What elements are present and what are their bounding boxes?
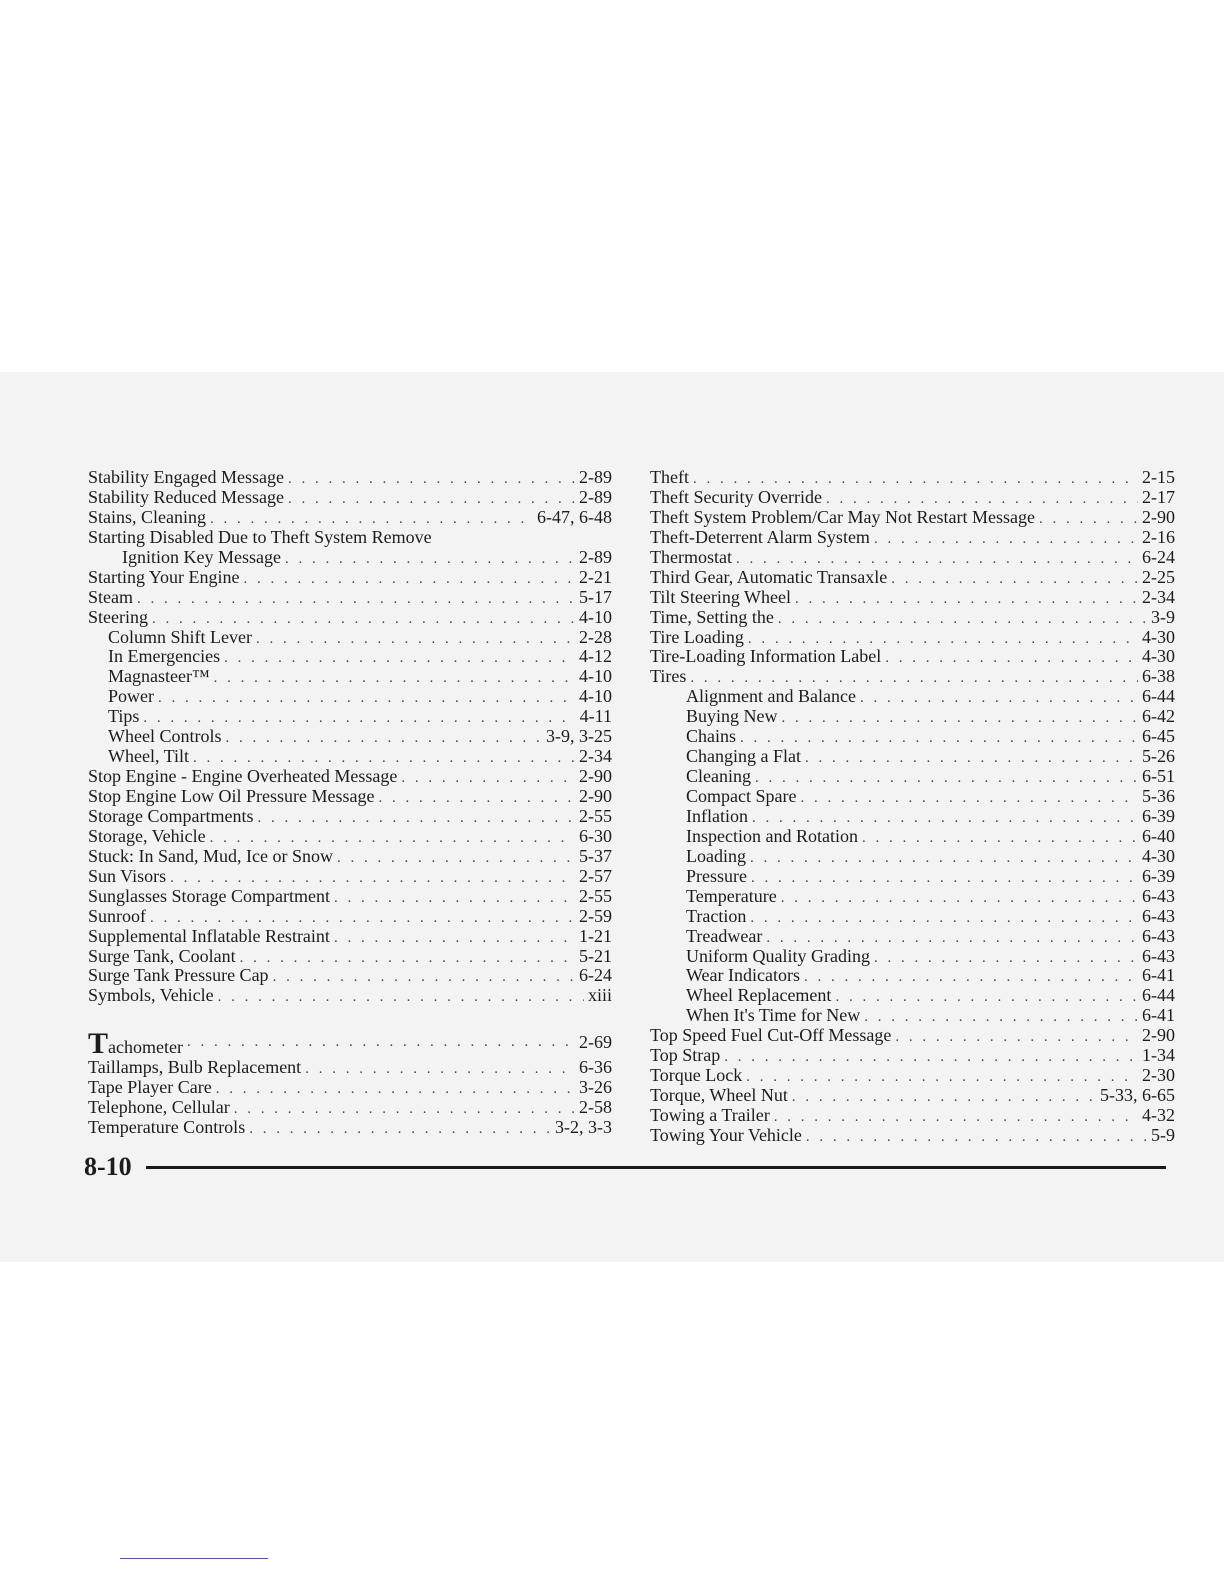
entry-page-ref: 4-30 bbox=[1142, 626, 1175, 647]
entry-page-ref: 2-57 bbox=[579, 865, 612, 886]
entry-page-ref: 6-41 bbox=[1142, 1005, 1175, 1026]
entry-page-ref: 4-10 bbox=[579, 686, 612, 707]
index-entry bbox=[88, 1078, 612, 1098]
entry-label: Storage Compartments bbox=[88, 805, 254, 826]
index-entry bbox=[650, 568, 1175, 588]
dot-leader bbox=[874, 949, 1138, 969]
entry-label: Temperature Controls bbox=[88, 1117, 246, 1138]
index-entry bbox=[88, 787, 612, 807]
index-entry bbox=[88, 687, 612, 707]
entry-page-ref: 2-34 bbox=[579, 746, 612, 767]
index-entry bbox=[650, 1066, 1175, 1086]
dot-leader bbox=[781, 889, 1138, 909]
entry-page-ref: 5-17 bbox=[579, 586, 612, 607]
entry-label: Sun Visors bbox=[88, 865, 167, 886]
entry-label: Top Speed Fuel Cut-Off Message bbox=[650, 1025, 892, 1046]
entry-label: Sunglasses Storage Compartment bbox=[88, 885, 330, 906]
entry-page-ref: 6-40 bbox=[1142, 825, 1175, 846]
dot-leader bbox=[874, 530, 1138, 550]
entry-label: Tire-Loading Information Label bbox=[650, 646, 882, 667]
entry-label: Changing a Flat bbox=[686, 746, 801, 767]
entry-page-ref: 6-51 bbox=[1142, 766, 1175, 787]
entry-page-ref: 2-90 bbox=[1142, 1025, 1175, 1046]
dot-leader bbox=[895, 1028, 1138, 1048]
dot-leader bbox=[288, 470, 575, 490]
dot-leader bbox=[800, 789, 1138, 809]
entry-page-ref: 1-21 bbox=[579, 925, 612, 946]
entry-page-ref: 1-34 bbox=[1142, 1045, 1175, 1066]
dot-leader bbox=[378, 789, 575, 809]
entry-page-ref: 3-9, 3-25 bbox=[546, 726, 612, 747]
entry-page-ref: 2-90 bbox=[1142, 506, 1175, 527]
index-entry bbox=[650, 847, 1175, 867]
entry-page-ref: 6-43 bbox=[1142, 905, 1175, 926]
entry-label: Starting Disabled Due to Theft System Remove bbox=[88, 526, 432, 547]
dot-leader bbox=[724, 1048, 1138, 1068]
entry-label: Surge Tank, Coolant bbox=[88, 945, 236, 966]
entry-label: Theft bbox=[650, 467, 689, 487]
index-entry bbox=[88, 867, 612, 887]
entry-page-ref: 2-25 bbox=[1142, 566, 1175, 587]
index-entry bbox=[650, 667, 1175, 687]
entry-label: When It's Time for New bbox=[686, 1005, 861, 1026]
entry-page-ref: 6-38 bbox=[1142, 666, 1175, 687]
index-entry bbox=[650, 488, 1175, 508]
index-entry bbox=[650, 588, 1175, 608]
entry-label: In Emergencies bbox=[108, 646, 221, 667]
index-entry bbox=[650, 767, 1175, 787]
entry-label: Uniform Quality Grading bbox=[686, 945, 870, 966]
entry-label-rest: achometer bbox=[108, 1037, 183, 1058]
dot-leader bbox=[891, 570, 1138, 590]
entry-label: Taillamps, Bulb Replacement bbox=[88, 1057, 302, 1078]
dot-leader bbox=[187, 1026, 575, 1058]
entry-label: Loading bbox=[686, 845, 746, 866]
dot-leader bbox=[806, 1128, 1147, 1148]
dot-leader bbox=[835, 988, 1138, 1008]
entry-label: Thermostat bbox=[650, 546, 732, 567]
entry-page-ref: 6-39 bbox=[1142, 805, 1175, 826]
entry-page-ref: 2-90 bbox=[579, 786, 612, 806]
index-entry bbox=[88, 827, 612, 847]
entry-page-ref: 4-10 bbox=[579, 666, 612, 687]
entry-page-ref: 3-26 bbox=[579, 1077, 612, 1098]
entry-page-ref: xiii bbox=[587, 985, 612, 1006]
entry-page-ref: 2-89 bbox=[579, 486, 612, 507]
index-entry bbox=[88, 1118, 612, 1138]
entry-label: Compact Spare bbox=[686, 786, 797, 806]
entry-page-ref: 2-15 bbox=[1142, 467, 1175, 487]
entry-label: Tilt Steering Wheel bbox=[650, 586, 791, 607]
index-entry bbox=[650, 787, 1175, 807]
index-entry bbox=[88, 847, 612, 867]
index-entry bbox=[88, 488, 612, 508]
entry-page-ref: 2-55 bbox=[579, 805, 612, 826]
index-entry bbox=[88, 807, 612, 827]
index-entry bbox=[650, 1026, 1175, 1046]
page-number: 8-10 bbox=[84, 1152, 132, 1181]
entry-label: Theft-Deterrent Alarm System bbox=[650, 526, 870, 547]
entry-page-ref: 2-90 bbox=[579, 766, 612, 787]
dot-leader bbox=[214, 669, 575, 689]
dot-leader bbox=[774, 1108, 1138, 1128]
index-entry bbox=[88, 747, 612, 767]
dot-leader bbox=[305, 1060, 575, 1080]
index-entry bbox=[650, 1126, 1175, 1146]
entry-page-ref: 3-2, 3-3 bbox=[555, 1117, 612, 1138]
entry-label: Torque, Wheel Nut bbox=[650, 1085, 788, 1106]
entry-page-ref: 6-43 bbox=[1142, 925, 1175, 946]
entry-label: Storage, Vehicle bbox=[88, 825, 206, 846]
entry-label: Pressure bbox=[686, 865, 747, 886]
entry-label: Stuck: In Sand, Mud, Ice or Snow bbox=[88, 845, 333, 866]
dot-leader bbox=[795, 590, 1138, 610]
entry-page-ref: 2-69 bbox=[579, 1032, 612, 1053]
dot-leader bbox=[334, 889, 575, 909]
entry-label: Stability Reduced Message bbox=[88, 486, 284, 507]
entry-label: Tape Player Care bbox=[88, 1077, 212, 1098]
entry-label: Stability Engaged Message bbox=[88, 467, 284, 487]
index-entry bbox=[88, 468, 612, 488]
dot-leader bbox=[244, 570, 575, 590]
index-entry bbox=[88, 947, 612, 967]
index-entry bbox=[88, 568, 612, 588]
dot-leader bbox=[750, 909, 1138, 929]
entry-page-ref: 2-89 bbox=[579, 546, 612, 567]
dot-leader bbox=[751, 869, 1138, 889]
entry-page-ref: 4-30 bbox=[1142, 845, 1175, 866]
index-entry bbox=[88, 508, 612, 528]
index-entry bbox=[650, 807, 1175, 827]
entry-label: Symbols, Vehicle bbox=[88, 985, 214, 1006]
entry-label: Temperature bbox=[686, 885, 777, 906]
index-entry bbox=[650, 608, 1175, 628]
entry-page-ref: 4-12 bbox=[579, 646, 612, 667]
index-entry bbox=[88, 588, 612, 608]
index-entry bbox=[650, 707, 1175, 727]
entry-label: Theft Security Override bbox=[650, 486, 822, 507]
entry-page-ref: 3-9 bbox=[1151, 606, 1175, 627]
entry-label: Towing a Trailer bbox=[650, 1105, 770, 1125]
entry-page-ref: 5-26 bbox=[1142, 746, 1175, 767]
entry-label: Tips bbox=[108, 706, 140, 727]
index-entry bbox=[88, 927, 612, 947]
entry-page-ref: 2-16 bbox=[1142, 526, 1175, 547]
footer-rule bbox=[146, 1166, 1166, 1169]
entry-label: Alignment and Balance bbox=[686, 686, 856, 707]
entry-page-ref: 6-47, 6-48 bbox=[537, 506, 612, 527]
entry-label: Steam bbox=[88, 586, 133, 607]
entry-label: Stop Engine - Engine Overheated Message bbox=[88, 766, 398, 787]
dot-leader bbox=[1039, 510, 1138, 530]
entry-label: Buying New bbox=[686, 706, 778, 727]
index-entry bbox=[650, 986, 1175, 1006]
entry-page-ref: 5-37 bbox=[579, 845, 612, 866]
entry-label: Traction bbox=[686, 905, 747, 926]
index-entry bbox=[650, 468, 1175, 488]
index-entry bbox=[88, 528, 612, 548]
index-entry bbox=[88, 707, 612, 727]
entry-page-ref: 6-41 bbox=[1142, 965, 1175, 986]
entry-label: Ignition Key Message bbox=[122, 546, 281, 567]
dot-leader bbox=[782, 709, 1139, 729]
entry-label: Steering bbox=[88, 606, 148, 627]
entry-label: Telephone, Cellular bbox=[88, 1097, 230, 1118]
index-entry bbox=[88, 667, 612, 687]
dot-leader bbox=[225, 729, 542, 749]
dot-leader bbox=[334, 929, 575, 949]
dot-leader bbox=[862, 829, 1138, 849]
entry-page-ref: 2-17 bbox=[1142, 486, 1175, 507]
entry-page-ref: 6-24 bbox=[579, 965, 612, 986]
entry-label: Power bbox=[108, 686, 154, 707]
index-entry bbox=[650, 548, 1175, 568]
index-entry bbox=[650, 747, 1175, 767]
index-entry bbox=[88, 1058, 612, 1078]
entry-page-ref: 5-36 bbox=[1142, 786, 1175, 806]
index-entry bbox=[88, 727, 612, 747]
entry-label: Third Gear, Automatic Transaxle bbox=[650, 566, 888, 587]
dot-leader bbox=[137, 590, 575, 610]
dot-leader bbox=[805, 749, 1138, 769]
entry-page-ref: 6-36 bbox=[579, 1057, 612, 1078]
index-entry bbox=[88, 887, 612, 907]
entry-page-ref: 6-45 bbox=[1142, 726, 1175, 747]
entry-page-ref: 6-43 bbox=[1142, 945, 1175, 966]
entry-label: Chains bbox=[686, 726, 737, 747]
entry-label: Inspection and Rotation bbox=[686, 825, 858, 846]
dot-leader bbox=[337, 849, 575, 869]
dot-leader bbox=[750, 849, 1138, 869]
index-entry bbox=[88, 1026, 612, 1061]
entry-page-ref: 6-44 bbox=[1142, 686, 1175, 707]
index-entry bbox=[88, 608, 612, 628]
dot-leader bbox=[249, 1120, 551, 1140]
entry-page-ref: 6-24 bbox=[1142, 546, 1175, 567]
entry-page-ref: 5-21 bbox=[579, 945, 612, 966]
dot-leader bbox=[860, 689, 1138, 709]
dot-leader bbox=[778, 610, 1147, 630]
dot-leader bbox=[285, 550, 575, 570]
entry-label: Treadwear bbox=[686, 925, 763, 946]
index-entry bbox=[88, 1098, 612, 1118]
entry-label: Starting Your Engine bbox=[88, 566, 240, 587]
entry-page-ref: 6-30 bbox=[579, 825, 612, 846]
entry-page-ref: 5-9 bbox=[1151, 1124, 1175, 1145]
entry-page-ref: 4-30 bbox=[1142, 646, 1175, 667]
entry-page-ref: 2-89 bbox=[579, 467, 612, 487]
dot-leader bbox=[216, 1080, 575, 1100]
entry-page-ref: 6-43 bbox=[1142, 885, 1175, 906]
index-entry bbox=[88, 907, 612, 927]
dot-leader bbox=[746, 1068, 1138, 1088]
index-entry bbox=[650, 827, 1175, 847]
index-entry bbox=[88, 628, 612, 648]
entry-page-ref: 2-55 bbox=[579, 885, 612, 906]
entry-label: Time, Setting the bbox=[650, 606, 774, 627]
index-entry bbox=[650, 687, 1175, 707]
index-entry bbox=[650, 1086, 1175, 1106]
index-entry bbox=[650, 947, 1175, 967]
underline-link[interactable] bbox=[120, 1558, 268, 1559]
index-entry bbox=[650, 647, 1175, 667]
entry-page-ref: 2-21 bbox=[579, 566, 612, 587]
entry-label bbox=[88, 1027, 183, 1061]
entry-label: Top Strap bbox=[650, 1045, 721, 1066]
entry-label: Surge Tank Pressure Cap bbox=[88, 965, 269, 986]
entry-label: Stains, Cleaning bbox=[88, 506, 206, 527]
index-entry bbox=[650, 867, 1175, 887]
entry-label: Torque Lock bbox=[650, 1065, 743, 1086]
dot-leader bbox=[792, 1088, 1096, 1108]
entry-label: Inflation bbox=[686, 805, 748, 826]
entry-page-ref: 2-28 bbox=[579, 626, 612, 647]
dot-leader bbox=[273, 968, 575, 988]
index-entry bbox=[650, 628, 1175, 648]
index-entry bbox=[650, 1006, 1175, 1026]
section-initial: T bbox=[88, 1027, 109, 1061]
dot-leader bbox=[804, 968, 1138, 988]
entry-label: Cleaning bbox=[686, 766, 751, 787]
dot-leader bbox=[885, 649, 1138, 669]
entry-page-ref: 4-10 bbox=[579, 606, 612, 627]
dot-leader bbox=[257, 809, 575, 829]
entry-page-ref: 2-34 bbox=[1142, 586, 1175, 607]
index-entry bbox=[88, 966, 612, 986]
entry-label: Theft System Problem/Car May Not Restart Message bbox=[650, 506, 1035, 527]
index-entry bbox=[650, 887, 1175, 907]
entry-page-ref: 2-58 bbox=[579, 1097, 612, 1118]
dot-leader bbox=[401, 769, 575, 789]
entry-label: Wear Indicators bbox=[686, 965, 800, 986]
index-entry bbox=[88, 986, 612, 1006]
index-entry bbox=[650, 907, 1175, 927]
entry-page-ref: 2-59 bbox=[579, 905, 612, 926]
index-entry bbox=[650, 1106, 1175, 1126]
entry-label: Towing Your Vehicle bbox=[650, 1124, 802, 1145]
entry-label: Wheel Controls bbox=[108, 726, 222, 747]
index-entry bbox=[650, 1046, 1175, 1066]
index-column-left bbox=[88, 468, 612, 1138]
index-entry bbox=[88, 548, 612, 568]
entry-label: Sunroof bbox=[88, 905, 146, 926]
index-entry bbox=[650, 727, 1175, 747]
dot-leader bbox=[224, 649, 575, 669]
entry-page-ref: 6-42 bbox=[1142, 706, 1175, 727]
entry-page-ref: 4-11 bbox=[579, 706, 612, 727]
index-entry bbox=[650, 528, 1175, 548]
entry-label: Column Shift Lever bbox=[108, 626, 252, 647]
section-gap bbox=[88, 1006, 612, 1026]
entry-label: Stop Engine Low Oil Pressure Message bbox=[88, 786, 375, 806]
entry-label: Magnasteer™ bbox=[108, 666, 210, 687]
index-entry bbox=[650, 927, 1175, 947]
entry-label: Wheel, Tilt bbox=[108, 746, 190, 767]
dot-leader bbox=[864, 1008, 1138, 1028]
dot-leader bbox=[240, 949, 575, 969]
entry-page-ref: 4-32 bbox=[1142, 1105, 1175, 1125]
index-entry bbox=[88, 767, 612, 787]
entry-page-ref: 6-39 bbox=[1142, 865, 1175, 886]
entry-page-ref: 5-33, 6-65 bbox=[1100, 1085, 1175, 1106]
dot-leader bbox=[288, 490, 575, 510]
entry-page-ref: 6-44 bbox=[1142, 985, 1175, 1006]
index-column-right bbox=[650, 468, 1175, 1146]
dot-leader bbox=[158, 689, 575, 709]
entry-label: Tires bbox=[650, 666, 687, 687]
dot-leader bbox=[218, 988, 584, 1008]
dot-leader bbox=[256, 630, 575, 650]
index-entry bbox=[650, 508, 1175, 528]
entry-page-ref: 2-30 bbox=[1142, 1065, 1175, 1086]
dot-leader bbox=[755, 769, 1138, 789]
entry-label: Wheel Replacement bbox=[686, 985, 832, 1006]
entry-label: Tire Loading bbox=[650, 626, 744, 647]
index-entry bbox=[88, 647, 612, 667]
dot-leader bbox=[234, 1100, 575, 1120]
entry-label: Supplemental Inflatable Restraint bbox=[88, 925, 330, 946]
index-entry bbox=[650, 966, 1175, 986]
